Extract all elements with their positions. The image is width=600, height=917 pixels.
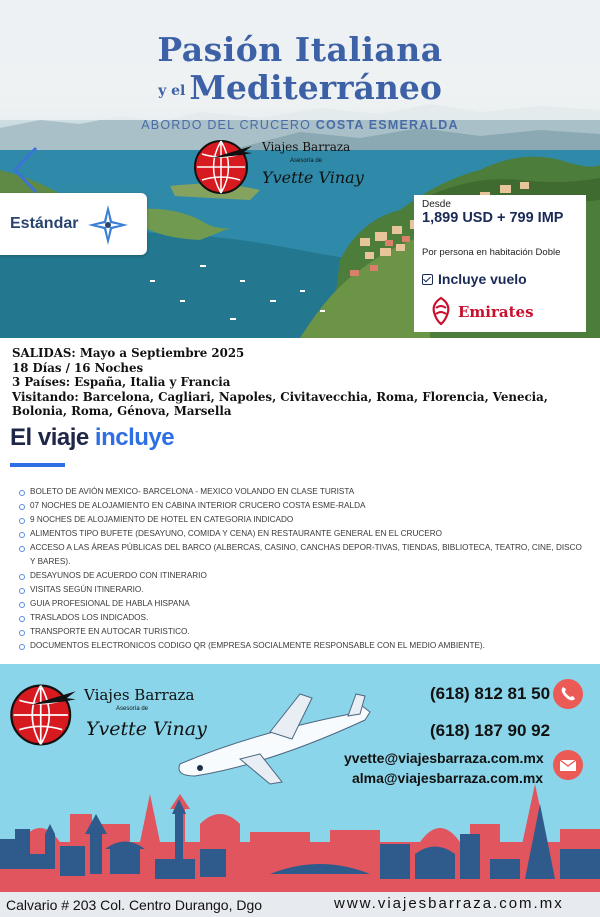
website-link[interactable]: www.viajesbarraza.com.mx [334,895,564,912]
hero-title-main: Mediterráneo [189,68,442,107]
phone-icon[interactable] [553,679,583,709]
globe-plane-icon [8,682,78,748]
includes-heading-a: El viaje [10,424,89,451]
includes-heading-b: incluye [94,424,175,451]
logo-name: Yvette Vinay [262,168,364,187]
check-icon [422,274,433,285]
subtitle-ship: COSTA ESMERALDA [315,118,459,132]
price-card [414,195,586,332]
list-item: BOLETO DE AVIÓN MEXICO- BARCELONA - MEXICO VOLANDO EN CLASE TURISTA [19,485,589,499]
departures-line: SALIDAS: Mayo a Septiembre 2025 [12,346,245,360]
countries-line: 3 Países: España, Italia y Francia [12,375,231,389]
list-item: TRASLADOS LOS INDICADOS. [19,611,589,625]
price-from: Desde [422,199,451,210]
hero-title-small: y el [158,83,186,99]
airline-name: Emirates [458,303,534,321]
footer-agency-logo [8,682,208,748]
agency-logo [192,138,364,196]
duration-line: 18 Días / 16 Noches [12,360,144,375]
logo-name: Yvette Vinay [86,718,207,740]
list-item: DESAYUNOS DE ACUERDO CON ITINERARIO [19,569,589,583]
cities-line: Visitando: Barcelona, Cagliari, Napoles, Civitavecchia, Roma, Florencia, Venecia, Bolonia, Roma, Génova, Marsella [12,389,548,418]
globe-plane-icon [192,138,254,196]
heading-underline [10,463,65,467]
phone-1[interactable]: (618) 812 81 50 [430,684,551,703]
list-item: TRANSPORTE EN AUTOCAR TURISTICO. [19,625,589,639]
phone-2[interactable]: (618) 187 90 92 [430,721,551,740]
hero-title-line1: Pasión Italiana [157,30,443,69]
category-label: Estándar [10,215,79,232]
flight-label: Incluye vuelo [438,271,527,287]
emirates-emblem-icon [428,296,454,326]
includes-list [19,485,589,653]
hero-title-line2 [0,68,600,107]
trip-info [12,346,592,419]
logo-sub: Asesoría de [116,706,149,712]
logo-sub: Asesoría de [290,158,323,164]
price-amount: 1,899 USD + 799 IMP [422,210,564,226]
email-1[interactable]: yvette@viajesbarraza.com.mx [344,750,544,766]
address: Calvario # 203 Col. Centro Durango, Dgo [6,897,263,913]
list-item: DOCUMENTOS ELECTRONICOS CODIGO QR (EMPRESA SOCIALMENTE RESPONSABLE CON EL MEDIO AMBIENTE). [19,639,589,653]
airline-logo [428,296,538,326]
list-item: ACCESO A LAS ÁREAS PÚBLICAS DEL BARCO (ALBERCAS, CASINO, CANCHAS DEPOR-TIVAS, TIENDAS, BIBLIOTECA, TEATRO, CINE, DISCO Y BARES). [19,541,589,569]
email-2[interactable]: alma@viajesbarraza.com.mx [352,770,544,786]
price-per: Por persona en habitación Doble [422,247,561,258]
list-item: 9 NOCHES DE ALOJAMIENTO DE HOTEL EN CATEGORIA INDICADO [19,513,589,527]
subtitle-prefix: ABORDO DEL CRUCERO [141,118,312,132]
flight-included [422,271,527,287]
star-compass-icon [86,203,130,247]
hero-banner [0,0,600,338]
contact-footer [0,664,600,917]
logo-brand: Viajes Barraza [84,686,195,704]
list-item: GUIA PROFESIONAL DE HABLA HISPANA [19,597,589,611]
includes-heading [10,424,174,452]
hero-subtitle [0,118,600,132]
logo-brand: Viajes Barraza [262,140,351,154]
list-item: ALIMENTOS TIPO BUFETE (DESAYUNO, COMIDA Y CENA) EN RESTAURANTE GENERAL EN EL CRUCERO [19,527,589,541]
chevron-left-icon[interactable] [10,145,40,195]
list-item: VISITAS SEGÚN ITINERARIO. [19,583,589,597]
mail-icon[interactable] [553,750,583,780]
category-badge [0,193,147,255]
list-item: 07 NOCHES DE ALOJAMIENTO EN CABINA INTERIOR CRUCERO COSTA ESME-RALDA [19,499,589,513]
